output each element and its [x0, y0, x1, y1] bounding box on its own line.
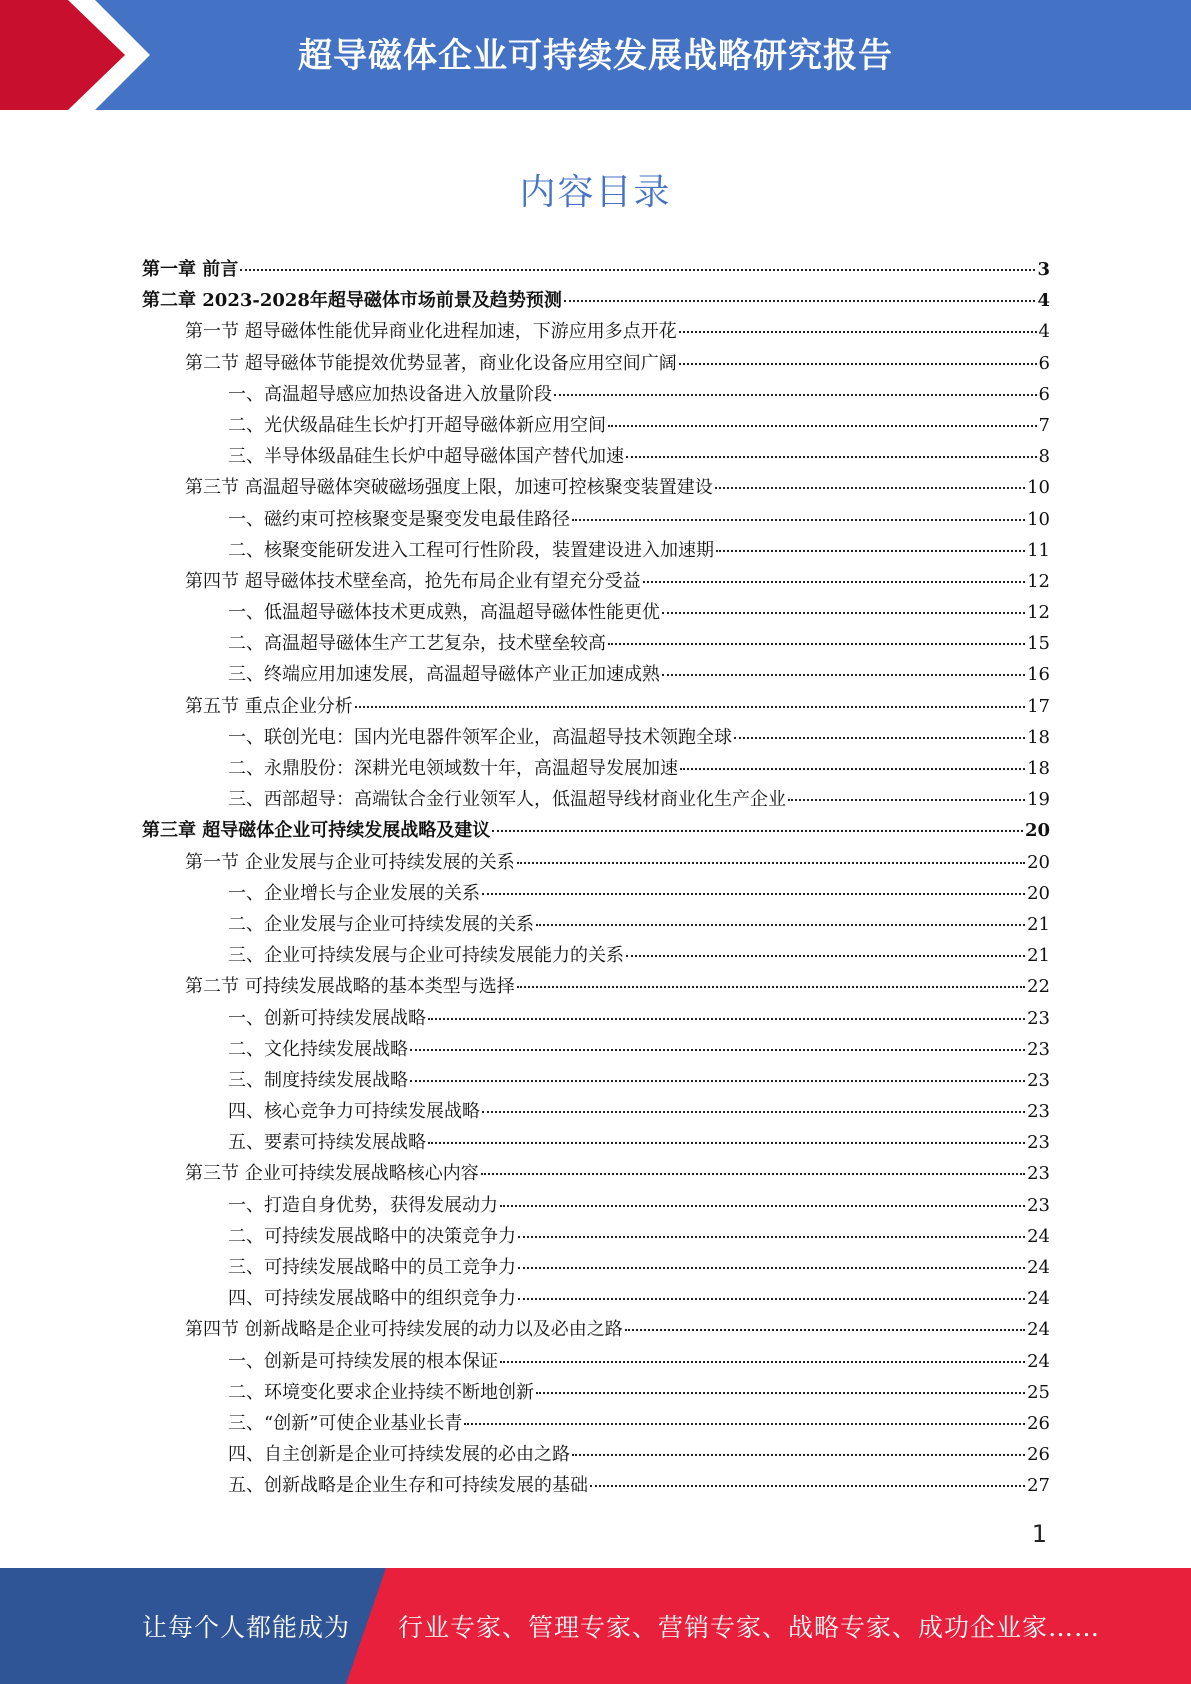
- toc-dot-leader: [518, 1298, 1025, 1300]
- toc-entry-page: 17: [1027, 695, 1050, 717]
- toc-dot-leader: [536, 1392, 1025, 1394]
- toc-entry-page: 25: [1027, 1381, 1050, 1403]
- toc-dot-leader: [662, 674, 1025, 676]
- toc-entry-label: 二、文化持续发展战略: [228, 1038, 408, 1060]
- toc-entry-label: 二、光伏级晶硅生长炉打开超导磁体新应用空间: [228, 414, 606, 436]
- toc-entry-page: 26: [1027, 1412, 1050, 1434]
- toc-entry[interactable]: [142, 410, 1050, 441]
- toc-entry-label: 一、低温超导磁体技术更成熟，高温超导磁体性能更优: [228, 602, 660, 624]
- toc-entry[interactable]: [142, 1408, 1050, 1439]
- toc-dot-leader: [464, 1423, 1025, 1425]
- toc-entry-page: 7: [1038, 414, 1050, 436]
- toc-entry[interactable]: [142, 472, 1050, 503]
- toc-dot-leader: [410, 1080, 1025, 1082]
- toc-entry[interactable]: [142, 815, 1050, 846]
- toc-dot-leader: [679, 363, 1037, 365]
- toc-dot-leader: [518, 1267, 1025, 1269]
- toc-entry-page: 26: [1027, 1444, 1050, 1466]
- toc-entry[interactable]: [142, 753, 1050, 784]
- toc-dot-leader: [608, 643, 1025, 645]
- toc-dot-leader: [788, 799, 1025, 801]
- toc-entry-label: 第五节 重点企业分析: [185, 695, 353, 717]
- toc-entry-page: 12: [1027, 602, 1050, 624]
- toc-entry[interactable]: [142, 348, 1050, 379]
- toc-entry-page: 4: [1037, 290, 1050, 312]
- toc-dot-leader: [679, 331, 1037, 333]
- toc-entry-page: 6: [1038, 383, 1050, 405]
- toc-entry-label: 第三节 高温超导磁体突破磁场强度上限，加速可控核聚变装置建设: [185, 477, 713, 499]
- toc-list: [142, 254, 1050, 1502]
- toc-entry[interactable]: [142, 1065, 1050, 1096]
- toc-entry-label: 二、高温超导磁体生产工艺复杂，技术壁垒较高: [228, 633, 606, 655]
- toc-dot-leader: [715, 487, 1025, 489]
- toc-entry[interactable]: [142, 1003, 1050, 1034]
- toc-entry[interactable]: [142, 659, 1050, 690]
- toc-entry-label: 三、终端应用加速发展，高温超导磁体产业正加速成熟: [228, 664, 660, 686]
- toc-entry-label: 第四节 创新战略是企业可持续发展的动力以及必由之路: [185, 1319, 623, 1341]
- toc-dot-leader: [517, 986, 1025, 988]
- toc-dot-leader: [643, 581, 1025, 583]
- toc-entry-page: 23: [1027, 1101, 1050, 1123]
- toc-entry[interactable]: [142, 1190, 1050, 1221]
- toc-entry-page: 12: [1027, 570, 1050, 592]
- toc-entry-label: 第一节 超导磁体性能优异商业化进程加速，下游应用多点开花: [185, 321, 677, 343]
- toc-entry-page: 20: [1027, 882, 1050, 904]
- toc-dot-leader: [482, 893, 1025, 895]
- toc-title: 内容目录: [519, 172, 672, 213]
- toc-entry[interactable]: [142, 504, 1050, 535]
- toc-entry-label: 一、高温超导感应加热设备进入放量阶段: [228, 383, 552, 405]
- toc-entry[interactable]: [142, 1034, 1050, 1065]
- toc-dot-leader: [355, 706, 1025, 708]
- toc-entry[interactable]: [142, 566, 1050, 597]
- toc-entry[interactable]: [142, 1283, 1050, 1314]
- toc-entry-page: 23: [1027, 1007, 1050, 1029]
- toc-entry-label: 一、企业增长与企业发展的关系: [228, 882, 480, 904]
- toc-entry-label: 一、磁约束可控核聚变是聚变发电最佳路径: [228, 508, 570, 530]
- toc-entry-label: 三、制度持续发展战略: [228, 1069, 408, 1091]
- toc-entry[interactable]: [142, 441, 1050, 472]
- toc-dot-leader: [518, 1236, 1025, 1238]
- toc-entry[interactable]: [142, 909, 1050, 940]
- toc-entry-page: 4: [1038, 321, 1050, 343]
- toc-entry-page: 24: [1027, 1225, 1050, 1247]
- toc-dot-leader: [608, 425, 1037, 427]
- toc-entry-label: 一、创新可持续发展战略: [228, 1007, 426, 1029]
- toc-entry-page: 24: [1027, 1319, 1050, 1341]
- toc-entry[interactable]: [142, 784, 1050, 815]
- toc-entry-page: 20: [1024, 820, 1050, 842]
- toc-dot-leader: [734, 737, 1025, 739]
- toc-entry-label: 二、环境变化要求企业持续不断地创新: [228, 1381, 534, 1403]
- toc-dot-leader: [564, 300, 1036, 302]
- toc-dot-leader: [590, 1485, 1025, 1487]
- toc-entry-page: 23: [1027, 1163, 1050, 1185]
- toc-entry[interactable]: [142, 691, 1050, 722]
- toc-entry-label: 第四节 超导磁体技术壁垒高，抢先布局企业有望充分受益: [185, 570, 641, 592]
- toc-entry-label: 二、永鼎股份：深耕光电领域数十年，高温超导发展加速: [228, 758, 678, 779]
- toc-dot-leader: [500, 1205, 1025, 1207]
- toc-entry[interactable]: [142, 1221, 1050, 1252]
- toc-entry-label: 二、企业发展与企业可持续发展的关系: [228, 913, 534, 935]
- toc-entry[interactable]: [142, 628, 1050, 659]
- toc-dot-leader: [626, 456, 1037, 458]
- toc-entry-label: 第三节 企业可持续发展战略核心内容: [185, 1163, 479, 1185]
- toc-entry-page: 20: [1027, 851, 1050, 873]
- toc-dot-leader: [240, 269, 1035, 271]
- toc-entry-page: 23: [1027, 1069, 1050, 1091]
- toc-entry[interactable]: [142, 254, 1050, 285]
- toc-dot-leader: [428, 1018, 1025, 1020]
- toc-entry-label: 一、联创光电：国内光电器件领军企业，高温超导技术领跑全球: [228, 726, 732, 748]
- toc-entry-page: 3: [1037, 259, 1050, 280]
- toc-entry-page: 21: [1027, 945, 1050, 967]
- toc-entry-label: 五、创新战略是企业生存和可持续发展的基础: [228, 1475, 588, 1497]
- toc-entry-page: 22: [1027, 976, 1050, 998]
- toc-entry-label: 四、可持续发展战略中的组织竞争力: [228, 1288, 516, 1310]
- footer-slogan-left: 让每个人都能成为: [142, 1613, 351, 1642]
- report-title: 超导磁体企业可持续发展战略研究报告: [298, 35, 893, 76]
- toc-entry-label: 三、半导体级晶硅生长炉中超导磁体国产替代加速: [228, 446, 624, 468]
- toc-entry-page: 10: [1027, 477, 1050, 499]
- toc-entry-page: 21: [1027, 913, 1050, 935]
- toc-entry[interactable]: [142, 1314, 1050, 1345]
- toc-entry[interactable]: [142, 878, 1050, 909]
- toc-dot-leader: [572, 1454, 1025, 1456]
- toc-entry[interactable]: [142, 1096, 1050, 1127]
- toc-dot-leader: [428, 1142, 1025, 1144]
- toc-entry[interactable]: [142, 1346, 1050, 1377]
- toc-dot-leader: [500, 1361, 1025, 1363]
- toc-entry-page: 15: [1027, 633, 1050, 655]
- toc-entry[interactable]: [142, 1470, 1050, 1501]
- toc-dot-leader: [410, 1049, 1025, 1051]
- toc-entry[interactable]: [142, 940, 1050, 971]
- toc-entry[interactable]: [142, 847, 1050, 878]
- toc-entry[interactable]: [142, 535, 1050, 566]
- toc-entry[interactable]: [142, 971, 1050, 1002]
- toc-dot-leader: [536, 924, 1025, 926]
- toc-entry-label: 第二章 2023-2028年超导磁体市场前景及趋势预测: [142, 290, 562, 312]
- toc-entry[interactable]: [142, 379, 1050, 410]
- toc-dot-leader: [554, 394, 1037, 396]
- toc-dot-leader: [716, 550, 1025, 552]
- toc-entry-label: 第一章 前言: [142, 259, 239, 280]
- toc-dot-leader: [626, 955, 1025, 957]
- toc-entry-label: 第一节 企业发展与企业可持续发展的关系: [185, 851, 515, 873]
- toc-dot-leader: [482, 1111, 1025, 1113]
- toc-entry-label: 二、核聚变能研发进入工程可行性阶段，装置建设进入加速期: [228, 539, 714, 561]
- footer-slogan-right: 行业专家、管理专家、营销专家、战略专家、成功企业家……: [398, 1613, 1101, 1642]
- toc-dot-leader: [662, 612, 1025, 614]
- toc-entry-label: 第二节 可持续发展战略的基本类型与选择: [185, 976, 515, 998]
- toc-entry[interactable]: [142, 1439, 1050, 1470]
- toc-entry[interactable]: [142, 597, 1050, 628]
- toc-entry-page: 18: [1027, 726, 1050, 748]
- toc-entry-label: 四、核心竞争力可持续发展战略: [228, 1101, 480, 1123]
- toc-entry[interactable]: [142, 1252, 1050, 1283]
- toc-dot-leader: [492, 830, 1023, 832]
- toc-dot-leader: [481, 1173, 1025, 1175]
- toc-dot-leader: [625, 1329, 1025, 1331]
- toc-entry-page: 10: [1027, 508, 1050, 530]
- toc-entry-label: 三、企业可持续发展与企业可持续发展能力的关系: [228, 945, 624, 967]
- toc-entry-label: 三、“创新”可使企业基业长青: [228, 1412, 463, 1434]
- toc-entry-page: 19: [1027, 789, 1050, 811]
- toc-entry-page: 6: [1038, 352, 1050, 374]
- toc-entry-page: 27: [1027, 1475, 1050, 1497]
- header-band: [0, 0, 1191, 110]
- toc-entry[interactable]: [142, 1158, 1050, 1189]
- toc-entry[interactable]: [142, 1127, 1050, 1158]
- toc-entry-label: 三、西部超导：高端钛合金行业领军人，低温超导线材商业化生产企业: [228, 789, 786, 811]
- toc-dot-leader: [680, 768, 1025, 770]
- toc-dot-leader: [517, 862, 1025, 864]
- toc-entry[interactable]: [142, 316, 1050, 347]
- toc-entry-label: 一、创新是可持续发展的根本保证: [228, 1350, 498, 1372]
- toc-entry-page: 8: [1038, 446, 1050, 468]
- toc-entry-page: 23: [1027, 1132, 1050, 1154]
- toc-entry[interactable]: [142, 285, 1050, 316]
- toc-entry-label: 第二节 超导磁体节能提效优势显著，商业化设备应用空间广阔: [185, 352, 677, 374]
- toc-entry-label: 第三章 超导磁体企业可持续发展战略及建议: [142, 820, 491, 842]
- toc-entry-page: 24: [1027, 1257, 1050, 1278]
- page-number: 1: [1031, 1520, 1047, 1548]
- toc-entry-label: 五、要素可持续发展战略: [228, 1132, 426, 1154]
- toc-entry-page: 18: [1027, 758, 1050, 779]
- toc-entry[interactable]: [142, 1377, 1050, 1408]
- toc-entry-label: 一、打造自身优势，获得发展动力: [228, 1194, 498, 1216]
- toc-entry-label: 四、自主创新是企业可持续发展的必由之路: [228, 1444, 570, 1466]
- toc-entry-page: 11: [1027, 539, 1050, 561]
- toc-dot-leader: [572, 519, 1025, 521]
- toc-entry-page: 23: [1027, 1194, 1050, 1216]
- toc-entry-page: 23: [1027, 1038, 1050, 1060]
- toc-entry-page: 16: [1027, 664, 1050, 686]
- toc-entry-page: 24: [1027, 1350, 1050, 1372]
- toc-entry-label: 二、可持续发展战略中的决策竞争力: [228, 1225, 516, 1247]
- toc-entry[interactable]: [142, 722, 1050, 753]
- toc-entry-label: 三、可持续发展战略中的员工竞争力: [228, 1257, 516, 1278]
- toc-entry-page: 24: [1027, 1288, 1050, 1310]
